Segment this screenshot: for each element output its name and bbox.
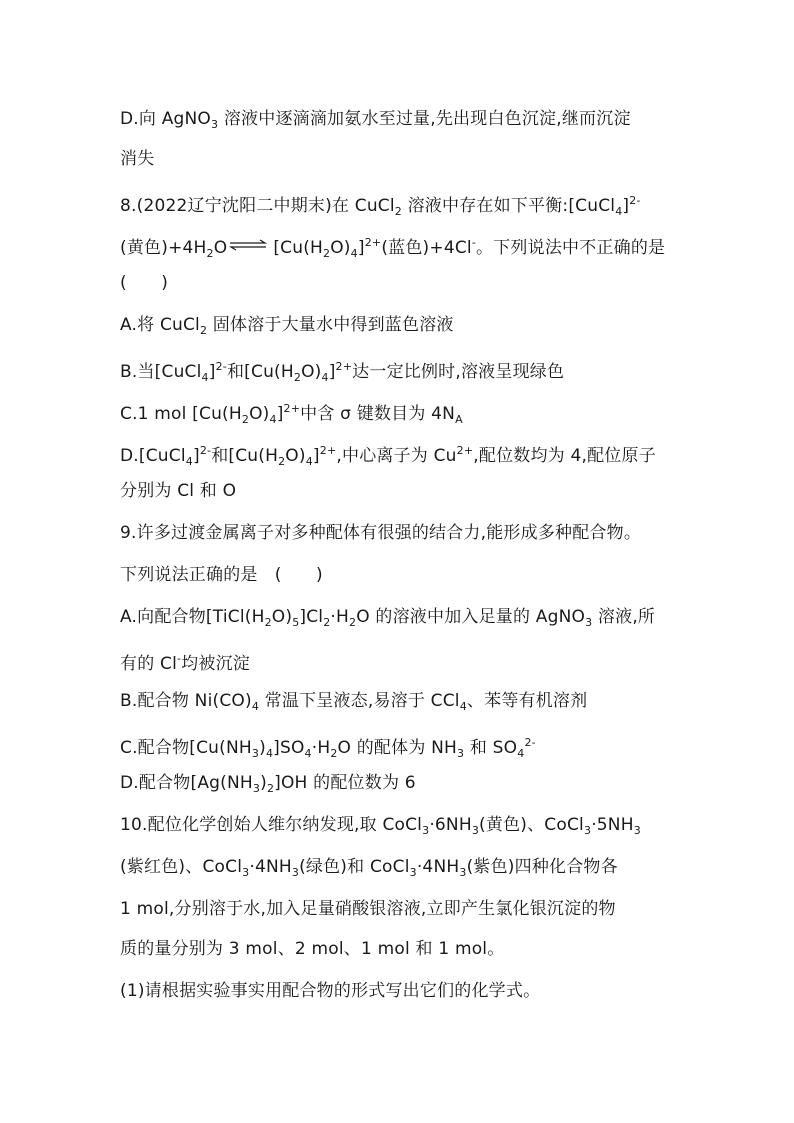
text-segment: C.1 mol [Cu(H	[120, 404, 242, 424]
subscript: 2	[330, 747, 338, 760]
text-line	[120, 314, 454, 342]
text-segment: )	[260, 773, 267, 793]
text-segment: (绿色)和 CoCl	[299, 857, 410, 877]
subscript: 4	[615, 205, 623, 218]
text-segment: (1)请根据实验事实用配合物的形式写出它们的化学式。	[120, 981, 541, 1001]
subscript: 4	[321, 371, 329, 384]
text-segment: )	[259, 738, 266, 758]
text-segment: 分别为 Cl 和 O	[120, 481, 237, 501]
subscript: 4	[185, 455, 193, 468]
subscript: 4	[305, 455, 313, 468]
text-line	[120, 980, 540, 1002]
text-line	[120, 398, 463, 431]
equilibrium-arrow-icon	[229, 239, 267, 251]
subscript: 3	[633, 824, 641, 837]
text-segment: 。下列说法中不正确的是	[476, 238, 666, 258]
text-line	[120, 690, 587, 718]
text-segment: D.[CuCl	[120, 446, 186, 466]
text-line	[120, 898, 616, 920]
superscript: 2-	[524, 736, 536, 749]
subscript: 3	[459, 866, 467, 879]
text-segment: O)	[271, 607, 293, 627]
text-segment: ]	[276, 404, 284, 424]
text-line	[120, 938, 504, 960]
subscript: 2	[349, 616, 357, 629]
text-segment: ,中心离子为 Cu	[336, 446, 457, 466]
text-segment: ]	[208, 362, 216, 382]
text-line	[120, 108, 631, 136]
text-segment: ,配位数均为 4,配位原子	[473, 446, 656, 466]
text-segment: C.配合物[Cu(NH	[120, 738, 252, 758]
text-segment: 8.(2022辽宁沈阳二中期末)在 CuCl	[120, 196, 395, 216]
superscript: 2-	[629, 194, 641, 207]
text-segment: A.将 CuCl	[120, 315, 200, 335]
text-line	[120, 732, 536, 765]
text-segment: ·4NH	[249, 857, 292, 877]
text-segment: (紫色)四种化合物各	[466, 857, 618, 877]
subscript: 3	[242, 866, 250, 879]
subscript: 4	[269, 413, 277, 426]
text-segment: ·6NH	[429, 815, 472, 835]
subscript: 3	[583, 824, 592, 837]
subscript: 3	[422, 824, 430, 837]
subscript: 4	[517, 747, 525, 760]
text-segment: 10.配位化学创始人维尔纳发现,取 CoCl	[120, 815, 423, 835]
superscript: 2+	[335, 360, 353, 373]
text-line	[120, 232, 665, 265]
superscript: 2+	[319, 444, 337, 457]
text-segment: O)	[301, 362, 322, 382]
text-segment: ·H	[311, 738, 331, 758]
subscript: 2	[394, 205, 402, 218]
text-segment: 消失	[120, 149, 155, 169]
text-line	[120, 272, 168, 294]
subscript: 3	[585, 616, 593, 629]
text-segment: 和[Cu(H	[226, 362, 294, 382]
text-segment: (蓝色)+4Cl	[381, 238, 472, 258]
subscript: 4	[350, 247, 358, 260]
text-line	[120, 856, 618, 884]
text-segment: 溶液,所	[592, 607, 656, 627]
subscript: 2	[278, 455, 286, 468]
text-segment: ]	[622, 196, 630, 216]
text-segment: O 的溶液中加入足量的 AgNO	[356, 607, 586, 627]
text-segment: 质的量分别为 3 mol、2 mol、1 mol 和 1 mol。	[120, 939, 505, 959]
text-line	[120, 564, 323, 586]
text-segment: 中含 σ 键数目为 4N	[300, 404, 456, 424]
subscript: 2	[206, 247, 214, 260]
superscript: 2+	[283, 402, 301, 415]
text-segment: O)	[249, 404, 270, 424]
text-segment: O)	[285, 446, 306, 466]
subscript: 2	[241, 413, 250, 426]
text-line	[120, 356, 564, 389]
text-line	[120, 648, 250, 675]
text-segment: ]SO	[273, 738, 305, 758]
text-segment: 固体溶于大量水中得到蓝色溶液	[207, 315, 454, 335]
text-line	[120, 148, 154, 170]
text-line	[120, 522, 641, 544]
text-line	[120, 606, 655, 634]
superscript: -	[177, 652, 182, 665]
superscript: 2-	[215, 360, 227, 373]
text-line	[120, 440, 656, 473]
text-segment: A.向配合物[TiCl(H	[120, 607, 265, 627]
text-segment: ]OH 的配位数为 6	[274, 773, 416, 793]
text-segment: 9.许多过渡金属离子对多种配体有很强的结合力,能形成多种配合物。	[120, 523, 642, 543]
subscript: 2	[323, 616, 331, 629]
subscript: 2	[293, 371, 302, 384]
text-segment: ·H	[330, 607, 350, 627]
text-segment: 、苯等有机溶剂	[466, 691, 588, 711]
subscript: 4	[459, 700, 467, 713]
subscript: 5	[292, 616, 300, 629]
text-line	[120, 480, 236, 502]
text-segment: O	[213, 238, 228, 258]
subscript: 2	[323, 247, 331, 260]
text-line	[120, 190, 641, 223]
text-segment: 溶液中存在如下平衡:[CuCl	[402, 196, 616, 216]
subscript: 3	[251, 747, 260, 760]
text-segment: (紫红色)、CoCl	[120, 857, 243, 877]
text-segment: B.配合物 Ni(CO)	[120, 691, 252, 711]
text-segment: ]	[328, 362, 336, 382]
text-segment: O)	[330, 238, 351, 258]
subscript: 4	[304, 747, 312, 760]
subscript: 4	[265, 747, 274, 760]
text-segment: 和 SO	[464, 738, 518, 758]
subscript: 2	[199, 324, 208, 337]
superscript: 2+	[364, 236, 382, 249]
text-segment: B.当[CuCl	[120, 362, 202, 382]
subscript: 4	[251, 700, 260, 713]
text-segment: ·5NH	[591, 815, 634, 835]
text-segment: ]	[192, 446, 200, 466]
subscript: 4	[201, 371, 209, 384]
text-segment: 常温下呈液态,易溶于 CCl	[259, 691, 460, 711]
text-segment: 和[Cu(H	[211, 446, 279, 466]
text-segment: O 的配体为 NH	[337, 738, 458, 758]
text-segment: D.向 AgNO	[120, 109, 212, 129]
subscript: 3	[409, 866, 417, 879]
text-segment: [Cu(H	[273, 238, 324, 258]
text-segment: ]	[357, 238, 365, 258]
subscript: 3	[252, 782, 261, 795]
text-segment: ]Cl	[299, 607, 324, 627]
text-segment: 1 mol,分别溶于水,加入足量硝酸银溶液,立即产生氯化银沉淀的物	[120, 899, 616, 919]
subscript: 3	[457, 747, 465, 760]
superscript: 2-	[199, 444, 212, 457]
subscript: A	[455, 413, 463, 426]
text-segment: 达一定比例时,溶液呈现绿色	[352, 362, 565, 382]
subscript: 3	[211, 118, 219, 131]
text-segment: 溶液中逐滴滴加氨水至过量,先出现白色沉淀,继而沉淀	[218, 109, 631, 129]
text-line	[120, 772, 416, 800]
superscript: 2+	[456, 444, 474, 457]
subscript: 2	[264, 616, 272, 629]
subscript: 3	[291, 866, 300, 879]
text-segment: D.配合物[Ag(NH	[120, 773, 253, 793]
text-segment: (黄色)+4H	[120, 238, 207, 258]
subscript: 3	[471, 824, 480, 837]
text-segment: 下列说法正确的是 ( )	[120, 565, 323, 585]
text-segment: 有的 Cl	[120, 654, 177, 674]
subscript: 2	[266, 782, 275, 795]
superscript: -	[471, 236, 477, 249]
text-line	[120, 814, 641, 842]
text-segment: 均被沉淀	[181, 654, 250, 674]
text-segment: ( )	[120, 273, 169, 293]
text-segment: (黄色)、CoCl	[479, 815, 584, 835]
text-segment: ·4NH	[416, 857, 460, 877]
text-segment: ]	[312, 446, 320, 466]
